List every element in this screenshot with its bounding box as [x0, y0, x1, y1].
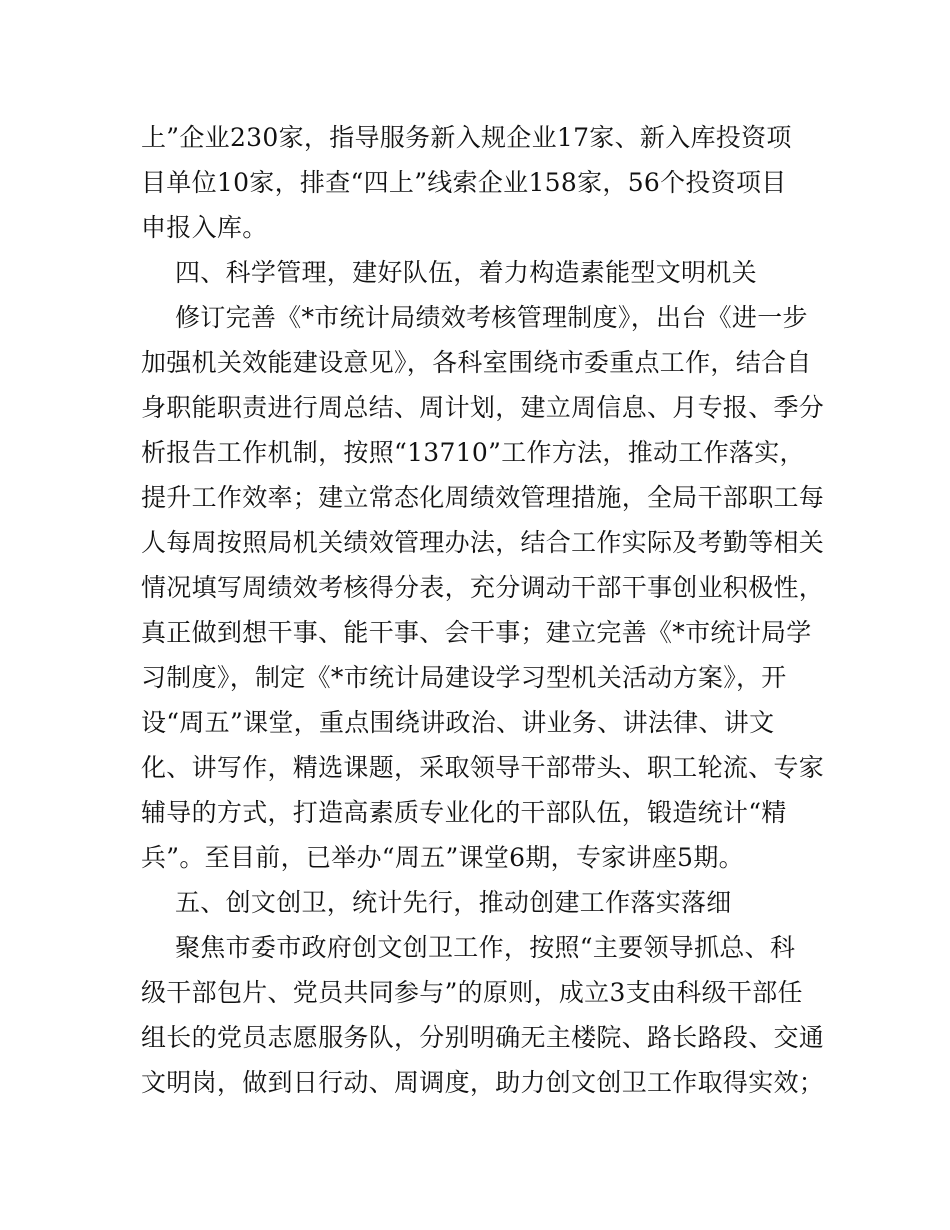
- section-heading: 五、创文创卫，统计先行，推动创建工作落实落细: [175, 888, 732, 917]
- text-line: 设“周五”课堂，重点围绕讲政治、讲业务、讲法律、讲文: [141, 708, 775, 737]
- text-line: 组长的党员志愿服务队，分别明确无主楼院、路长路段、交通: [141, 1023, 825, 1052]
- text-line: 人每周按照局机关绩效管理办法，结合工作实际及考勤等相关: [141, 528, 825, 557]
- text-line: 加强机关效能建设意见》，各科室围绕市委重点工作，结合自: [141, 348, 812, 377]
- text-line: 聚焦市委市政府创文创卫工作，按照“主要领导抓总、科: [175, 933, 796, 962]
- text-line: 提升工作效率；建立常态化周绩效管理措施，全局干部职工每: [141, 483, 825, 512]
- text-line: 目单位10家，排查“四上”线索企业158家，56个投资项目: [141, 168, 787, 197]
- text-line: 兵”。至目前，已举办“周五”课堂6期，专家讲座5期。: [141, 843, 744, 872]
- text-line: 上”企业230家，指导服务新入规企业17家、新入库投资项: [141, 123, 792, 152]
- section-heading: 四、科学管理，建好队伍，着力构造素能型文明机关: [175, 258, 757, 287]
- text-line: 级干部包片、党员共同参与”的原则，成立3支由科级干部任: [141, 978, 803, 1007]
- text-line: 真正做到想干事、能干事、会干事；建立完善《*市统计局学: [141, 618, 812, 647]
- text-line: 修订完善《*市统计局绩效考核管理制度》，出台《进一步: [175, 303, 808, 332]
- text-line: 申报入库。: [141, 213, 268, 242]
- text-line: 析报告工作机制，按照“13710”工作方法，推动工作落实，: [141, 438, 805, 467]
- text-line: 习制度》，制定《*市统计局建设学习型机关活动方案》，开: [141, 663, 787, 692]
- document-body: [141, 115, 825, 1105]
- text-line: 情况填写周绩效考核得分表，充分调动干部干事创业积极性，: [141, 573, 825, 602]
- text-line: 化、讲写作，精选课题，采取领导干部带头、职工轮流、专家: [141, 753, 825, 782]
- text-line: 辅导的方式，打造高素质专业化的干部队伍，锻造统计“精: [141, 798, 787, 827]
- text-line: 文明岗，做到日行动、周调度，助力创文创卫工作取得实效；: [141, 1068, 825, 1097]
- text-line: 身职能职责进行周总结、周计划，建立周信息、月专报、季分: [141, 393, 825, 422]
